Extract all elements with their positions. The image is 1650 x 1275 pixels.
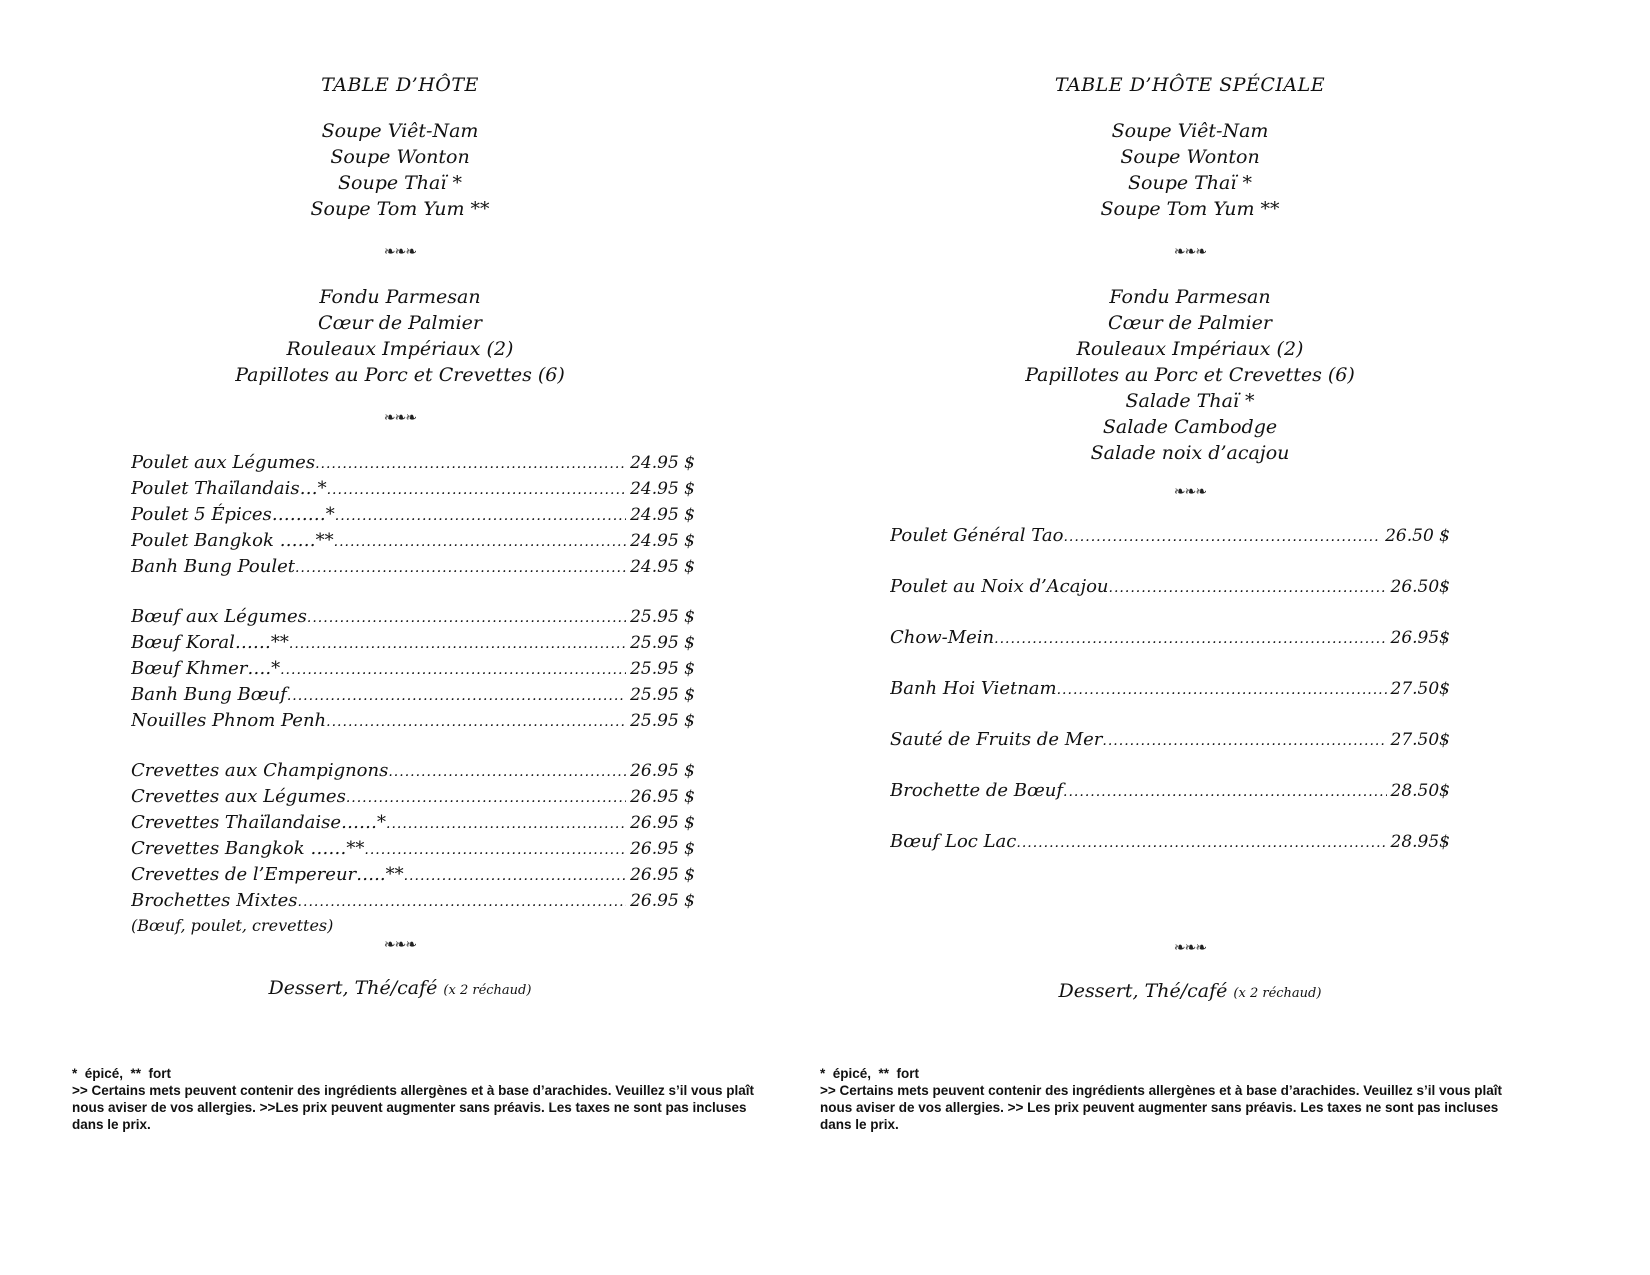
dot-leader: [315, 451, 626, 476]
ornament-divider: ❧❧❧: [1173, 244, 1207, 260]
item-price: 25.95 $: [630, 633, 695, 653]
soup-item: Soupe Wonton: [1120, 146, 1260, 168]
soup-item: Soupe Tom Yum **: [1100, 198, 1280, 220]
menu-item: [131, 784, 695, 810]
soup-item: Soupe Tom Yum **: [310, 198, 490, 220]
footer-notice: [72, 1065, 762, 1133]
entree-list: [0, 284, 800, 388]
dessert-line: [790, 980, 1590, 1002]
entree-item: Salade Cambodge: [1102, 416, 1278, 438]
menu-item: [131, 630, 695, 656]
item-name: Brochettes Mixtes: [131, 890, 298, 911]
item-name: Crevettes Thaïlandaise……*: [131, 812, 386, 833]
menu-item: [131, 554, 695, 580]
item-price: 24.95 $: [630, 453, 695, 473]
item-name: Crevettes de l’Empereur…..**: [131, 864, 404, 885]
soup-item: Soupe Thaï *: [1128, 172, 1252, 194]
item-name: Nouilles Phnom Penh: [131, 710, 327, 731]
item-note: (Bœuf, poulet, crevettes): [131, 916, 334, 935]
item-price: 24.95 $: [630, 505, 695, 525]
entree-item: Fondu Parmesan: [1109, 286, 1271, 308]
item-price: 25.95 $: [630, 685, 695, 705]
dot-leader: [335, 503, 626, 528]
item-price: 26.95 $: [630, 787, 695, 807]
entree-item: Fondu Parmesan: [319, 286, 481, 308]
dessert-text: Dessert, Thé/café: [268, 977, 438, 999]
entree-item: Cœur de Palmier: [1108, 312, 1272, 334]
menu-item: [131, 682, 695, 708]
menu-item: [131, 528, 695, 554]
item-name: Banh Bung Poulet: [131, 556, 295, 577]
ornament-divider: ❧❧❧: [383, 244, 417, 260]
ornament-divider: ❧❧❧: [383, 410, 417, 426]
dot-leader: [280, 657, 626, 682]
menu-page-table-dhote-speciale: [800, 0, 1600, 1275]
entree-item: Rouleaux Impériaux (2): [1076, 338, 1304, 360]
ornament-divider: ❧❧❧: [1173, 484, 1207, 500]
item-price: 26.95 $: [630, 761, 695, 781]
dot-leader: [326, 709, 626, 734]
item-name: Chow-Mein: [890, 627, 995, 648]
footer-notice: [820, 1065, 1510, 1133]
entree-item: Papillotes au Porc et Crevettes (6): [235, 364, 565, 386]
main-course-list: [131, 450, 695, 938]
menu-title: TABLE D’HÔTE SPÉCIALE: [1054, 74, 1326, 96]
menu-item: [890, 523, 1450, 549]
item-price: 27.50$: [1390, 679, 1450, 699]
ornament-divider: ❧❧❧: [1173, 940, 1207, 956]
item-price: 25.95 $: [630, 659, 695, 679]
item-price: 28.95$: [1390, 832, 1450, 852]
menu-item: [131, 758, 695, 784]
entree-item: Papillotes au Porc et Crevettes (6): [1025, 364, 1355, 386]
entree-item: Salade noix d’acajou: [1090, 442, 1290, 464]
item-name: Poulet 5 Épices………*: [131, 504, 335, 525]
item-price: 25.95 $: [630, 711, 695, 731]
dot-leader: [386, 811, 626, 836]
group-gap: [131, 580, 695, 604]
soup-list: [0, 118, 800, 222]
item-price: 28.50$: [1390, 781, 1450, 801]
allergy-notice: >> Certains mets peuvent contenir des ingrédients allergènes et à base d’arachides. Veuillez s’il vous plaît nous aviser de vos allergies. >>Les prix peuvent augmenter sans préavis. Les taxes ne sont pas incluses dans le prix.: [72, 1083, 755, 1132]
item-price: 26.50 $: [1385, 526, 1450, 546]
soup-item: Soupe Thaï *: [338, 172, 462, 194]
item-name: Banh Bung Bœuf: [131, 684, 287, 705]
entree-list: [790, 284, 1590, 466]
menu-item: [131, 836, 695, 862]
dot-leader: [327, 477, 627, 502]
menu-title: TABLE D’HÔTE: [321, 74, 479, 96]
menu-item: [131, 604, 695, 630]
ornament-divider: ❧❧❧: [383, 937, 417, 953]
dot-leader: [307, 605, 626, 630]
dot-leader: [295, 555, 626, 580]
item-price: 26.95 $: [630, 813, 695, 833]
item-name: Sauté de Fruits de Mer: [890, 729, 1103, 750]
dot-leader: [334, 529, 626, 554]
item-price: 26.95 $: [630, 865, 695, 885]
item-price: 26.50$: [1390, 577, 1450, 597]
item-name: Bœuf Loc Lac: [890, 831, 1017, 852]
dot-leader: [346, 785, 626, 810]
menu-item: [131, 476, 695, 502]
spice-legend: * épicé, ** fort: [72, 1066, 172, 1081]
item-name: Crevettes aux Champignons: [131, 760, 389, 781]
dot-leader: [1063, 524, 1381, 549]
item-name: Crevettes Bangkok ……**: [131, 838, 365, 859]
menu-item: [890, 574, 1450, 600]
item-name: Crevettes aux Légumes: [131, 786, 346, 807]
dot-leader: [1102, 728, 1386, 753]
dot-leader: [1016, 830, 1386, 855]
menu-item: [131, 502, 695, 528]
item-name: Poulet Général Tao: [890, 525, 1064, 546]
menu-item: [890, 676, 1450, 702]
item-name: Poulet Thaïlandais…*: [131, 478, 327, 499]
soup-item: Soupe Viêt-Nam: [321, 120, 479, 142]
dot-leader: [1063, 779, 1387, 804]
entree-item: Rouleaux Impériaux (2): [286, 338, 514, 360]
menu-item: [131, 656, 695, 682]
item-price: 26.95$: [1390, 628, 1450, 648]
soup-item: Soupe Viêt-Nam: [1111, 120, 1269, 142]
menu-item: [890, 778, 1450, 804]
item-name: Brochette de Bœuf: [890, 780, 1064, 801]
menu-item: [131, 862, 695, 888]
menu-item: [890, 727, 1450, 753]
item-name: Bœuf Khmer….*: [131, 658, 281, 679]
item-price: 26.95 $: [630, 839, 695, 859]
item-price: 25.95 $: [630, 607, 695, 627]
entree-item: Salade Thaï *: [1125, 390, 1255, 412]
item-price: 24.95 $: [630, 479, 695, 499]
group-gap: [131, 734, 695, 758]
dessert-note: (x 2 réchaud): [1233, 986, 1322, 1001]
menu-item: [131, 450, 695, 476]
item-name: Bœuf Koral……**: [131, 632, 289, 653]
dessert-note: (x 2 réchaud): [443, 983, 532, 998]
item-price: 26.95 $: [630, 891, 695, 911]
dot-leader: [994, 626, 1386, 651]
item-price: 24.95 $: [630, 531, 695, 551]
menu-item: [131, 888, 695, 914]
dot-leader: [1109, 575, 1387, 600]
menu-page-table-dhote: [0, 0, 800, 1275]
item-name: Banh Hoi Vietnam: [890, 678, 1057, 699]
item-price: 24.95 $: [630, 557, 695, 577]
dot-leader: [404, 863, 627, 888]
soup-list: [790, 118, 1590, 222]
menu-item: [890, 625, 1450, 651]
item-name: Poulet aux Légumes: [131, 452, 316, 473]
spice-legend: * épicé, ** fort: [820, 1066, 920, 1081]
menu-item: [131, 708, 695, 734]
item-price: 27.50$: [1390, 730, 1450, 750]
entree-item: Cœur de Palmier: [318, 312, 482, 334]
dot-leader: [364, 837, 626, 862]
dot-leader: [388, 759, 626, 784]
item-name: Poulet Bangkok ……**: [131, 530, 334, 551]
dot-leader: [289, 631, 626, 656]
dot-leader: [287, 683, 626, 708]
menu-item: [890, 829, 1450, 855]
main-course-list: [890, 523, 1450, 855]
dessert-text: Dessert, Thé/café: [1058, 980, 1228, 1002]
item-name: Poulet au Noix d’Acajou: [890, 576, 1109, 597]
soup-item: Soupe Wonton: [330, 146, 470, 168]
item-name: Bœuf aux Légumes: [131, 606, 307, 627]
allergy-notice: >> Certains mets peuvent contenir des ingrédients allergènes et à base d’arachides. Veuillez s’il vous plaît nous aviser de vos allergies. >> Les prix peuvent augmenter sans préavis. Les taxes ne sont pas incluses dans le prix.: [820, 1083, 1503, 1132]
dessert-line: [0, 977, 800, 999]
menu-item: [131, 810, 695, 836]
dot-leader: [1057, 677, 1387, 702]
dot-leader: [298, 889, 627, 914]
